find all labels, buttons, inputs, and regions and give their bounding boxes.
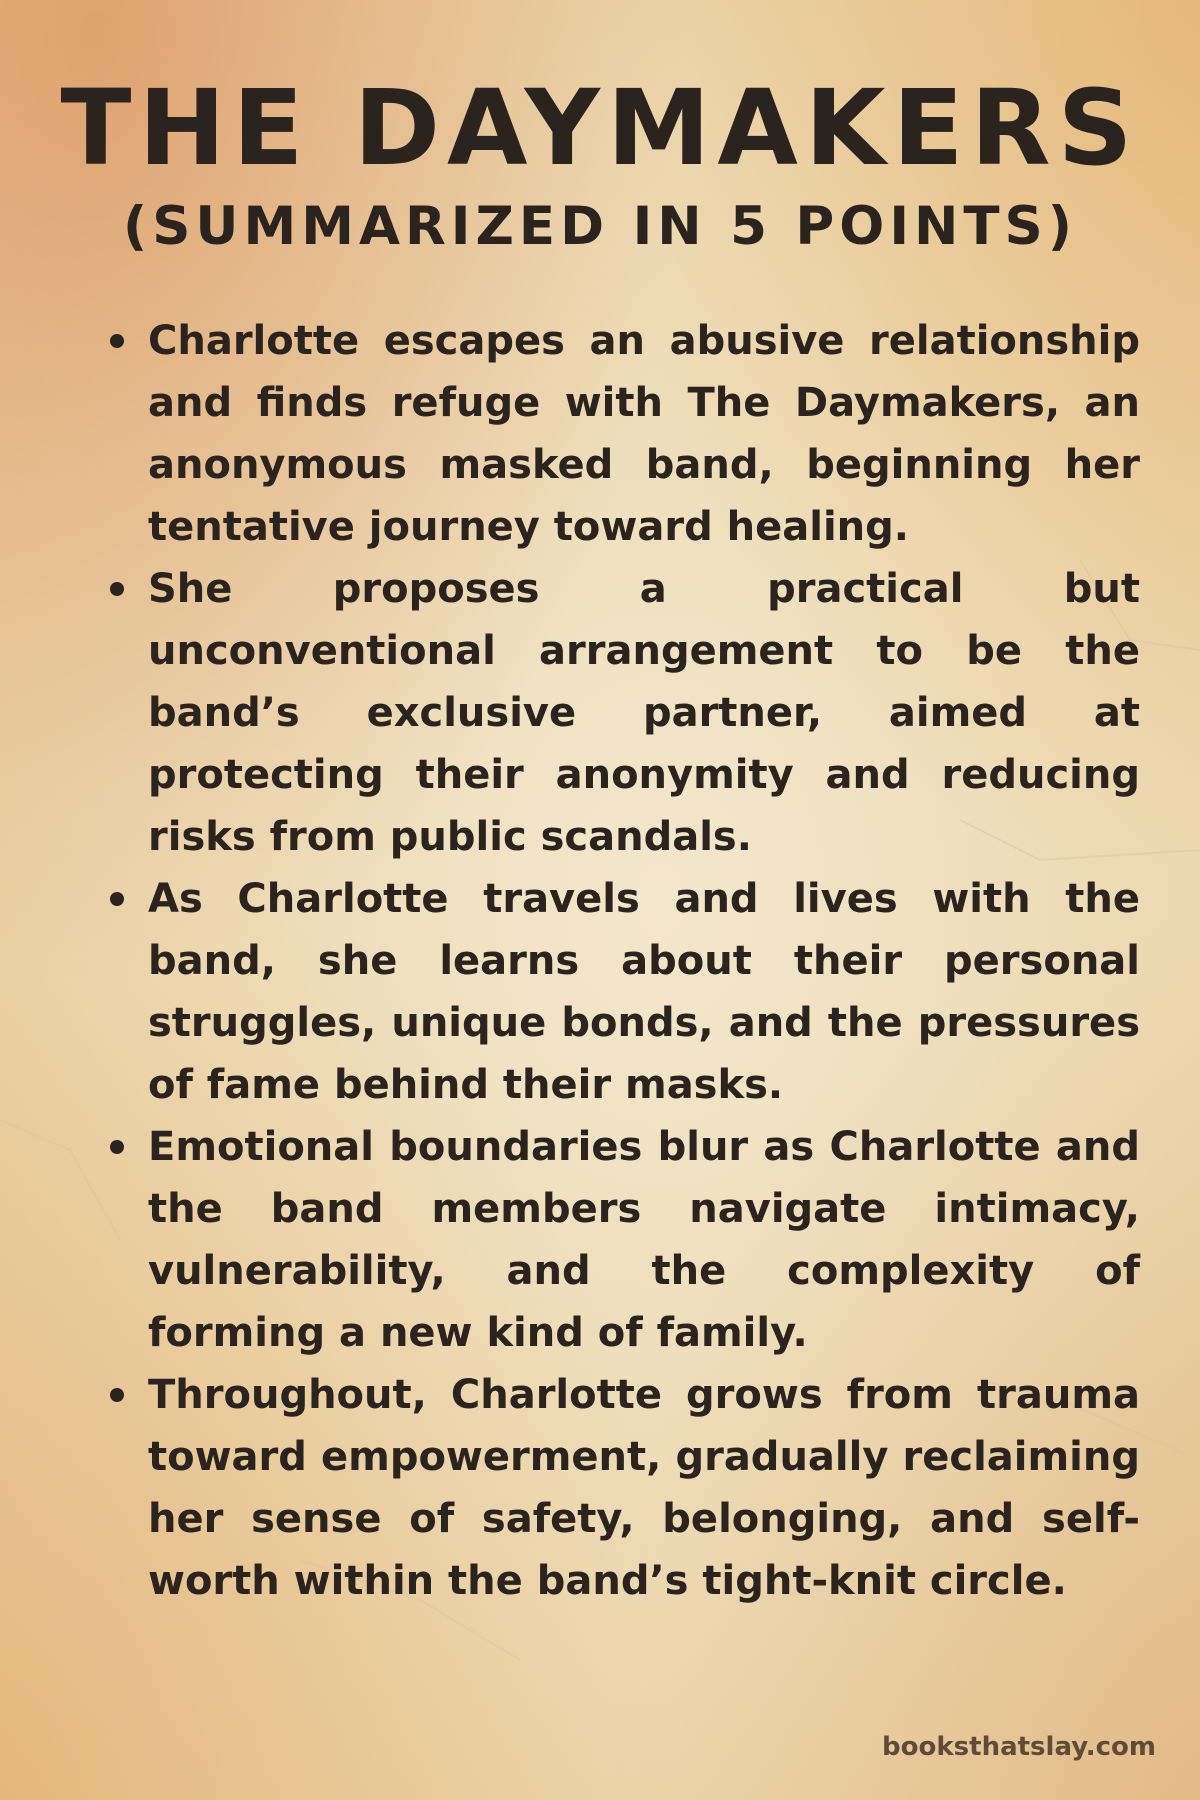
summary-point [148,558,1140,868]
bullet-icon [110,1388,124,1402]
summary-point-text: Charlotte escapes an abusive relationship and finds refuge with The Daymakers, an anonymous masked band, beginning her tentative journey toward healing. [148,318,1140,550]
summary-point [148,1116,1140,1364]
summary-subtitle: (SUMMARIZED IN 5 POINTS) [123,196,1077,257]
summary-point-text: She proposes a practical but unconventional arrangement to be the band’s exclusive partner, aimed at protecting their anonymity and reducing risks from public scandals. [148,566,1140,860]
summary-points-list [148,310,1140,1612]
summary-point [148,310,1140,558]
bullet-icon [110,334,124,348]
bullet-icon [110,892,124,906]
bullet-icon [110,1140,124,1154]
bullet-icon [110,582,124,596]
summary-point [148,1364,1140,1612]
summary-point-text: Emotional boundaries blur as Charlotte and the band members navigate intimacy, vulnerability, and the complexity of forming a new kind of family. [148,1124,1140,1356]
book-title: THE DAYMAKERS [60,67,1140,189]
summary-point [148,868,1140,1116]
summary-point-text: As Charlotte travels and lives with the band, she learns about their personal struggles, unique bonds, and the pressures of fame behind their masks. [148,876,1140,1108]
summary-point-text: Throughout, Charlotte grows from trauma toward empowerment, gradually reclaiming her sense of safety, belonging, and self-worth within the band’s tight-knit circle. [148,1372,1140,1604]
website-credit: booksthatslay.com [882,1732,1156,1762]
